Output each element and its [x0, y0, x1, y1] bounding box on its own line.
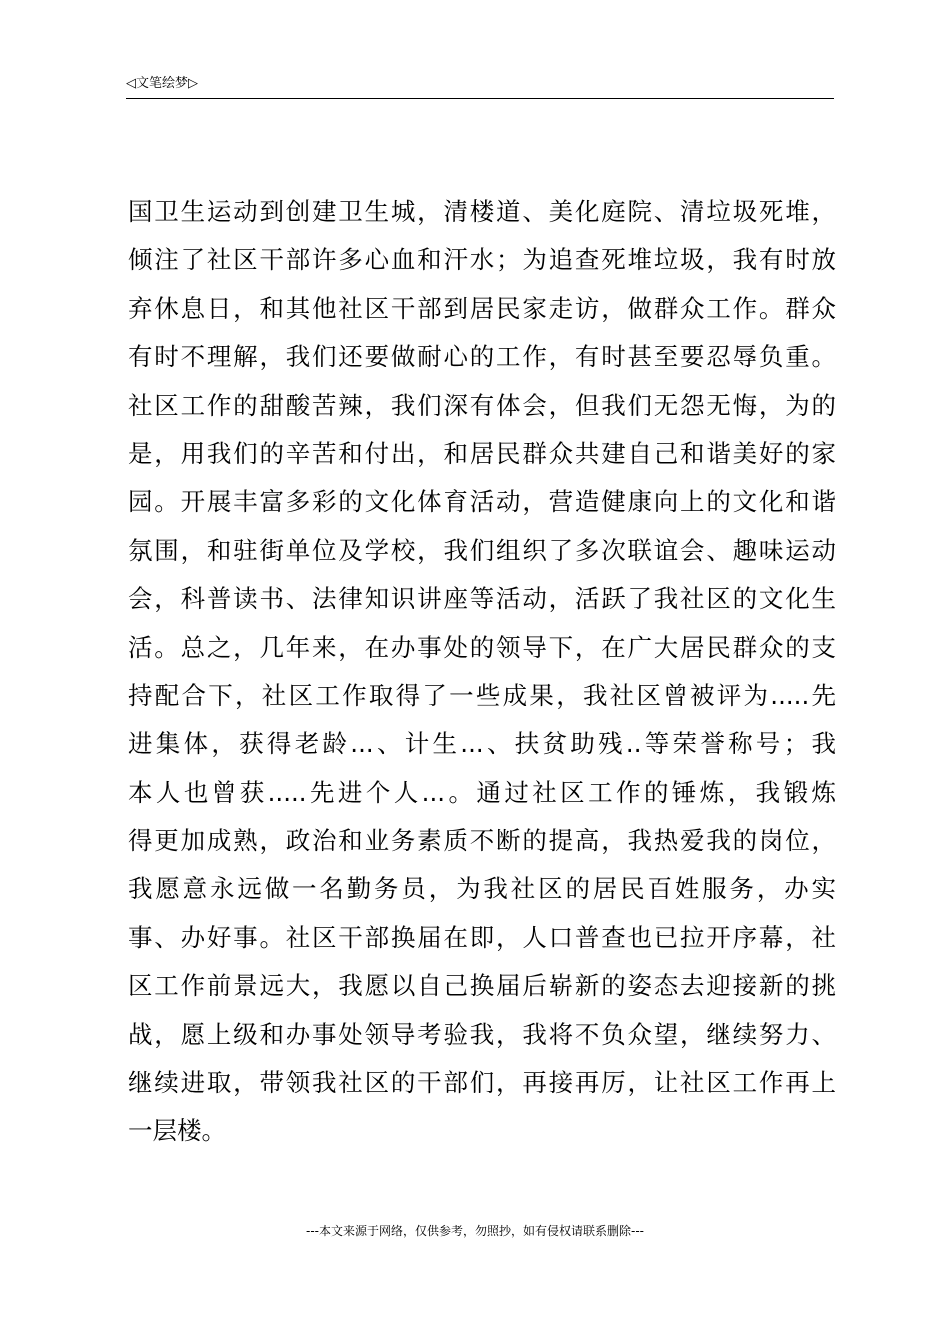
document-body — [128, 188, 836, 1156]
body-line: 弃休息日，和其他社区干部到居民家走访，做群众工作。群众 — [128, 293, 836, 323]
body-line: 国卫生运动到创建卫生城，清楼道、美化庭院、清垃圾死堆， — [128, 197, 836, 226]
header-title: ◁文笔绘梦▷ — [126, 76, 198, 91]
body-line: 我愿意永远做一名勤务员，为我社区的居民百姓服务，办实 — [128, 874, 836, 904]
body-line: 本人也曾获.....先进个人...。通过社区工作的锤炼，我锻炼 — [128, 777, 836, 807]
body-line: 是，用我们的辛苦和付出，和居民群众共建自己和谐美好的家 — [128, 438, 836, 468]
body-line: 社区工作的甜酸苦辣，我们深有体会，但我们无怨无悔，为的 — [128, 390, 836, 420]
body-line: 活。总之，几年来，在办事处的领导下，在广大居民群众的支 — [128, 632, 836, 662]
body-line: 进集体，获得老龄...、计生...、扶贫助残..等荣誉称号；我 — [128, 729, 836, 759]
body-line: 倾注了社区干部许多心血和汗水；为追查死堆垃圾，我有时放 — [128, 245, 836, 275]
page-header — [126, 74, 834, 99]
body-line: 区工作前景远大，我愿以自己换届后崭新的姿态去迎接新的挑 — [128, 971, 836, 1001]
body-line: 得更加成熟，政治和业务素质不断的提高，我热爱我的岗位， — [128, 826, 836, 856]
body-line: 战，愿上级和办事处领导考验我，我将不负众望，继续努力、 — [128, 1019, 836, 1049]
body-line-last: 一层楼。 — [128, 1116, 226, 1146]
body-line: 氛围，和驻街单位及学校，我们组织了多次联谊会、趣味运动 — [128, 535, 836, 565]
body-line: 有时不理解，我们还要做耐心的工作，有时甚至要忍辱负重。 — [128, 342, 836, 372]
page-footer-disclaimer: ---本文来源于网络，仅供参考，勿照抄，如有侵权请联系删除--- — [306, 1224, 644, 1238]
body-line: 会，科普读书、法律知识讲座等活动，活跃了我社区的文化生 — [128, 584, 836, 614]
body-line: 持配合下，社区工作取得了一些成果，我社区曾被评为.....先 — [128, 680, 836, 710]
body-line: 继续进取，带领我社区的干部们，再接再厉，让社区工作再上 — [128, 1068, 836, 1098]
body-line: 园。开展丰富多彩的文化体育活动，营造健康向上的文化和谐 — [128, 487, 836, 517]
body-line: 事、办好事。社区干部换届在即，人口普查也已拉开序幕，社 — [128, 922, 836, 952]
